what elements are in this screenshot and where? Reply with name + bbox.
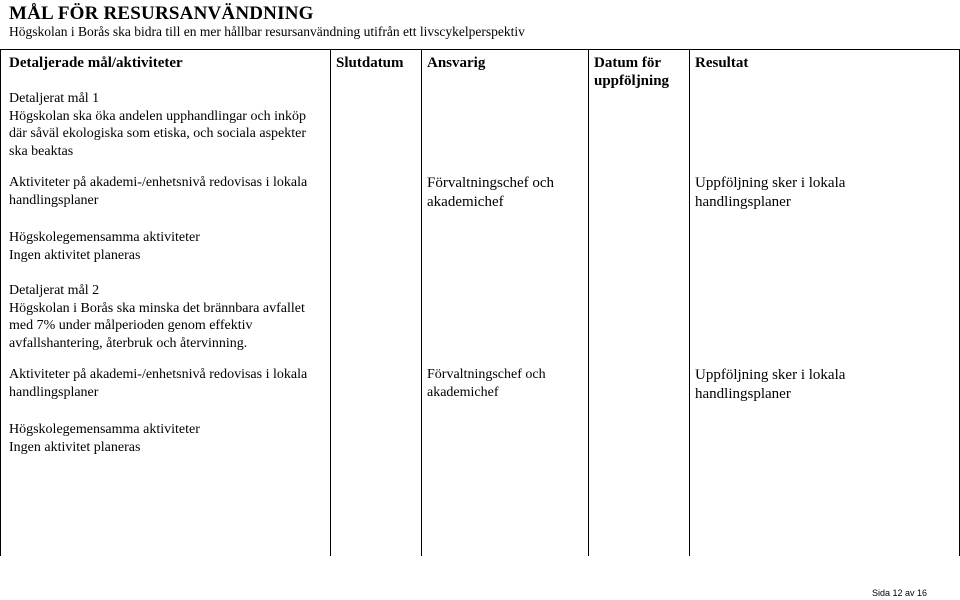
- goal-1-description: [9, 90, 306, 160]
- goal-2-activity-line: Aktiviteter på akademi-/enhetsnivå redovisas i lokala: [9, 367, 308, 382]
- goal-1-result-line: handlingsplaner: [695, 194, 791, 210]
- goal-2-text-line: med 7% under målperioden genom effektiv: [9, 318, 253, 333]
- goal-2-common-heading: Högskolegemensamma aktiviteter: [9, 422, 200, 437]
- column-header-responsible: Ansvarig: [427, 55, 486, 71]
- column-header-detail: Detaljerade mål/aktiviteter: [9, 55, 183, 71]
- goal-1-result: [695, 174, 845, 212]
- goal-1-heading: Detaljerat mål 1: [9, 91, 100, 106]
- goal-1-responsible-line: Förvaltningschef och: [427, 175, 555, 191]
- column-header-followup-date-line2: uppföljning: [594, 73, 670, 89]
- goal-2-activities: [9, 366, 307, 401]
- goal-1-common-text: Ingen aktivitet planeras: [9, 247, 141, 263]
- goal-2-heading: Detaljerat mål 2: [9, 283, 100, 298]
- goal-2-activity-line: handlingsplaner: [9, 384, 99, 400]
- goal-1-common-heading: Högskolegemensamma aktiviteter: [9, 230, 200, 245]
- goal-1-text-line: Högskolan ska öka andelen upphandlingar och inköp: [9, 108, 307, 124]
- goal-1-activities: [9, 174, 307, 209]
- goal-2-result: [695, 366, 845, 404]
- page-subtitle: Högskolan i Borås ska bidra till en mer hållbar resursanvändning utifrån ett livscykelperspektiv: [9, 24, 525, 39]
- goal-2-result-line: handlingsplaner: [695, 386, 791, 402]
- goal-1-result-line: Uppföljning sker i lokala: [695, 175, 846, 191]
- goal-2-description: [9, 282, 305, 352]
- goal-1-activity-line: Aktiviteter på akademi-/enhetsnivå redovisas i lokala: [9, 175, 308, 190]
- goal-1-activity-line: handlingsplaner: [9, 192, 99, 208]
- goal-2-result-line: Uppföljning sker i lokala: [695, 367, 846, 383]
- goal-1-text-line: ska beaktas: [9, 143, 74, 159]
- goal-2-responsible-line: Förvaltningschef och: [427, 367, 546, 382]
- goal-1-responsible: [427, 174, 554, 212]
- column-header-followup-date: [594, 54, 669, 90]
- goal-1-responsible-line: akademichef: [427, 194, 504, 210]
- goal-2-text-line: avfallshantering, återbruk och återvinning.: [9, 335, 248, 351]
- goal-1-common-activities: [9, 229, 200, 264]
- goal-2-common-text: Ingen aktivitet planeras: [9, 439, 141, 455]
- column-header-end-date: Slutdatum: [336, 55, 404, 71]
- goal-2-responsible-line: akademichef: [427, 384, 499, 400]
- goal-1-text-line: där såväl ekologiska som etiska, och sociala aspekter: [9, 126, 307, 141]
- page-title: MÅL FÖR RESURSANVÄNDNING: [9, 3, 314, 24]
- page-number: Sida 12 av 16: [871, 588, 927, 598]
- goal-2-common-activities: [9, 421, 200, 456]
- goal-2-text-line: Högskolan i Borås ska minska det brännbara avfallet: [9, 300, 305, 316]
- column-header-followup-date-line1: Datum för: [594, 55, 662, 71]
- column-header-result: Resultat: [695, 55, 749, 71]
- goal-2-responsible: [427, 366, 546, 401]
